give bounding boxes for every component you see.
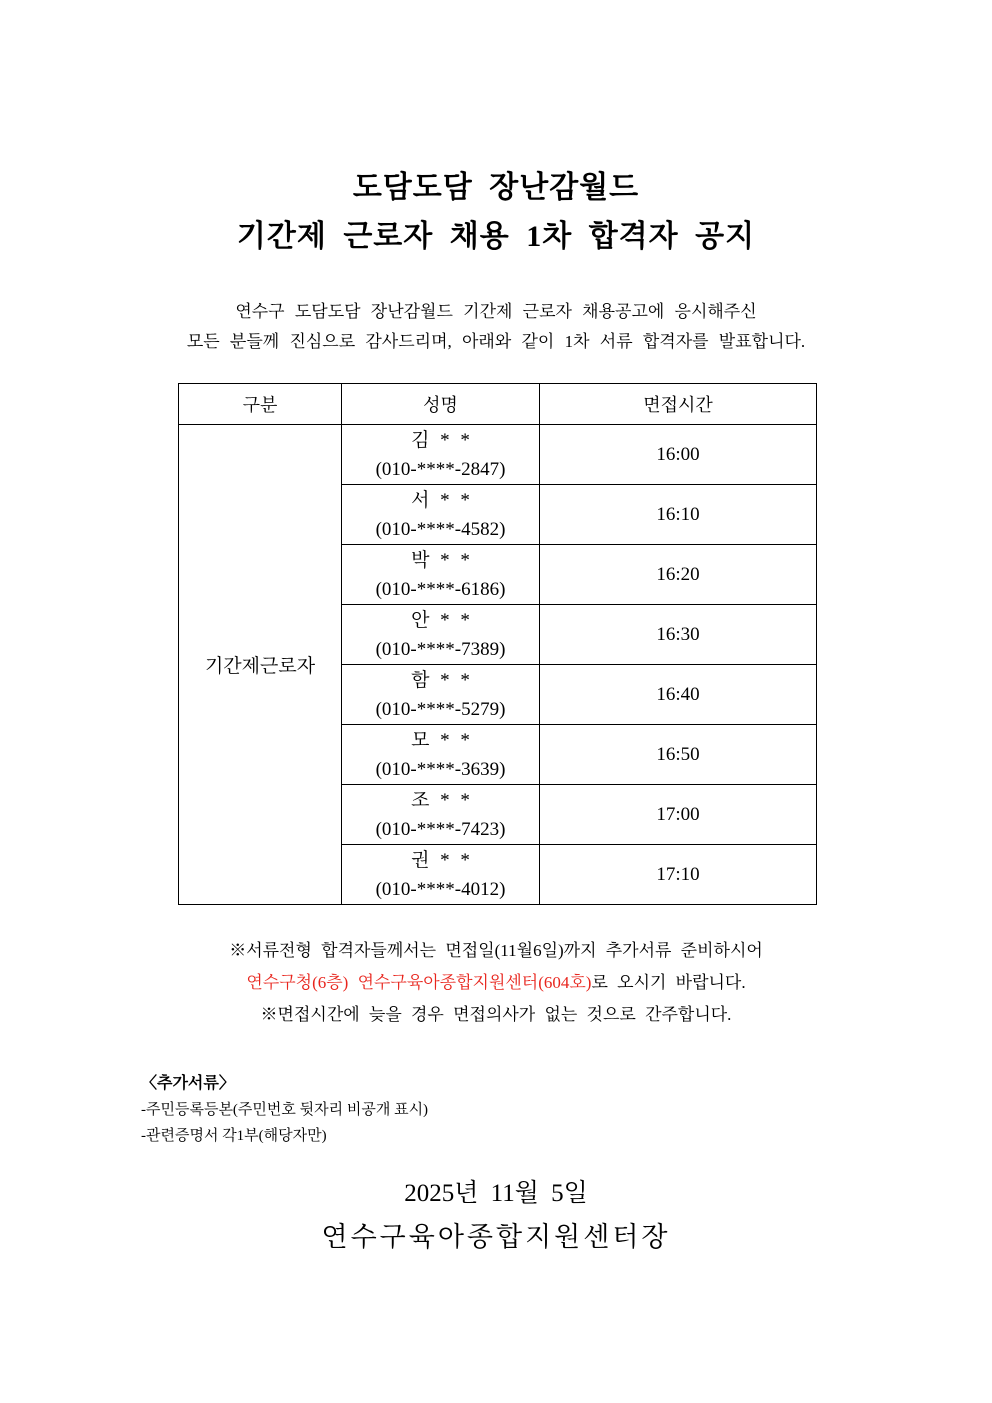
applicant-phone: (010-****-4012): [375, 878, 506, 900]
applicant-name: 함 * *: [411, 669, 470, 691]
applicant-phone: (010-****-7389): [375, 638, 506, 660]
header-category: 구분: [179, 384, 342, 425]
interview-time: 16:20: [540, 545, 817, 605]
applicant-name: 김 * *: [411, 429, 470, 451]
applicant-cell: [342, 845, 540, 905]
extra-documents-heading: 〈추가서류〉: [141, 1075, 235, 1092]
applicant-name: 조 * *: [411, 789, 470, 811]
note-line2: [0, 967, 992, 999]
applicant-phone: (010-****-5279): [375, 698, 506, 720]
location-highlight: 연수구청(6층) 연수구육아종합지원센터(604호): [246, 973, 592, 992]
applicant-phone: (010-****-4582): [375, 518, 506, 540]
applicant-cell: [342, 785, 540, 845]
intro-line2: 모든 분들께 진심으로 감사드리며, 아래와 같이 1차 서류 합격자를 발표합니다.: [186, 332, 806, 351]
applicant-cell: [342, 485, 540, 545]
extra-document-item: -주민등록등본(주민번호 뒷자리 비공개 표시): [141, 1102, 429, 1118]
note-line1: ※서류전형 합격자들께서는 면접일(11월6일)까지 추가서류 준비하시어: [229, 941, 763, 960]
extra-document-item: -관련증명서 각1부(해당자만): [141, 1128, 327, 1144]
applicant-cell: [342, 545, 540, 605]
applicant-phone: (010-****-6186): [375, 578, 506, 600]
issue-date: 2025년 11월 5일: [404, 1180, 588, 1207]
applicant-cell: [342, 605, 540, 665]
interview-time: 17:10: [540, 845, 817, 905]
header-name: 성명: [342, 384, 540, 425]
applicant-name: 모 * *: [411, 729, 470, 751]
interview-time: 16:10: [540, 485, 817, 545]
applicants-table: [178, 383, 817, 905]
applicant-phone: (010-****-3639): [375, 758, 506, 780]
intro-line1: 연수구 도담도담 장난감월드 기간제 근로자 채용공고에 응시해주신: [235, 302, 757, 321]
intro-paragraph: [0, 297, 992, 357]
interview-time: 16:00: [540, 425, 817, 485]
applicant-phone: (010-****-2847): [375, 458, 506, 480]
notice-title-line1: 도담도담 장난감월드: [352, 171, 640, 204]
applicant-name: 권 * *: [411, 849, 470, 871]
applicant-cell: [342, 725, 540, 785]
interview-time: 16:40: [540, 665, 817, 725]
note-line3: ※면접시간에 늦을 경우 면접의사가 없는 것으로 간주합니다.: [260, 1005, 732, 1024]
interview-time: 17:00: [540, 785, 817, 845]
applicant-cell: [342, 665, 540, 725]
applicant-phone: (010-****-7423): [375, 818, 506, 840]
note-line2-tail: 로 오시기 바랍니다.: [591, 973, 746, 992]
table-header-row: [179, 384, 817, 425]
header-interview-time: 면접시간: [540, 384, 817, 425]
category-cell: 기간제근로자: [179, 425, 342, 905]
notes-block: [0, 935, 992, 1031]
interview-time: 16:50: [540, 725, 817, 785]
applicant-name: 박 * *: [411, 549, 470, 571]
interview-time: 16:30: [540, 605, 817, 665]
notice-title-block: [0, 0, 992, 261]
extra-documents-block: [141, 1071, 992, 1149]
notice-title-line2: 기간제 근로자 채용 1차 합격자 공지: [236, 220, 756, 253]
table-row: [179, 425, 817, 485]
issuer-signature: 연수구육아종합지원센터장: [321, 1222, 671, 1252]
applicant-cell: [342, 425, 540, 485]
applicant-name: 서 * *: [411, 489, 470, 511]
applicant-name: 안 * *: [411, 609, 470, 631]
